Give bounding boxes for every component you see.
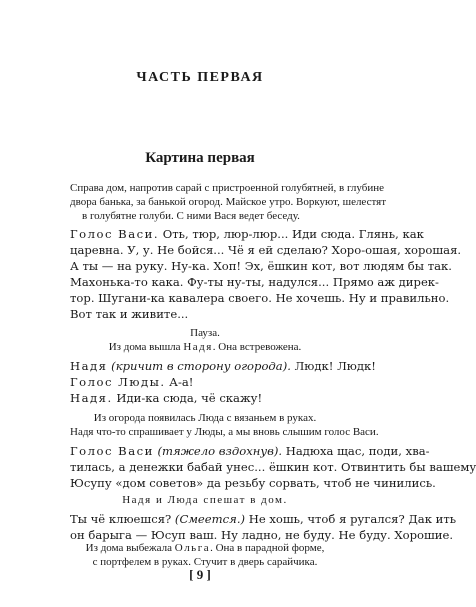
dialog-text: Ты чё клюешся? [70,512,172,526]
stage-line [70,340,340,354]
character-name: Ольга [174,542,211,554]
stage-direction-hurry [70,493,340,507]
dialog-line: он барыга — Юсуп ваш. Ну ладно, не буду. Не буду. Хорошие. [70,528,454,542]
speaker-name: Голос Васи [70,444,154,458]
remark: (тяжело вздохнув). [157,444,283,458]
intro-line: Справа дом, напротив сарай с пристроенной голубятней, в глубине [70,182,384,194]
dialog-text: А-а! [165,375,194,389]
dialog-line [70,226,424,242]
page-number: [ 9 ] [189,567,211,582]
stage-line: Надя и Люда спешат в дом. [122,494,288,506]
stage-line: Пауза. [190,327,220,339]
dialog-text: Людк! Людк! [290,359,376,373]
speaker-name: Голос Люды. [70,375,166,389]
stage-line: Из огорода появилась Люда с вязаньем в руках. [93,412,317,424]
dialog-text: Надюха щас, поди, хва- [282,444,430,458]
stage-text: Из дома выбежала [85,542,175,554]
dialog-line [70,443,430,459]
dialog-line: Махонька-то кака. Фу-ты ну-ты, надулся... Прямо аж дирек- [70,275,439,289]
vasya-monologue [70,226,462,322]
speaker-name: Голос Васи. [70,227,160,241]
character-name: Надя [183,341,213,353]
stage-direction-olga [70,541,340,569]
dialog-line: Юсупу «дом советов» да резьбу сорвать, чтоб не чинились. [70,476,436,490]
vasya-second-speech [70,443,476,491]
intro-line: двора банька, за банькой огород. Майское утро. Воркуют, шелестят [70,196,387,208]
stage-line [70,541,340,555]
dialog-line: А ты — на руку. Ну-ка. Хоп! Эх, ёшкин кот, вот людям бы так. [70,259,452,273]
dialog-line [70,358,376,374]
speaker-name: Надя [70,359,108,373]
dialog-line: царевна. У, у. Не бойся... Чё я ей сделаю? Хоро-ошая, хорошая. [70,243,462,257]
dialog-text: Не хошь, чтоб я ругался? Дак ить [245,512,457,526]
intro-line: в голубятне голуби. С ними Вася ведет беседу. [82,210,300,222]
remark: (кричит в сторону огорода). [111,359,291,373]
stage-text: Из дома вышла [108,341,184,353]
nadya-lyuda-dialog [70,358,376,406]
remark: (Смеется.) [174,512,246,526]
dialog-line [70,374,340,390]
dialog-text: Оть, тюр, люр-люр... Иди сюда. Глянь, как [159,227,424,241]
stage-direction-lyuda [70,411,379,439]
dialog-line: тор. Шугани-ка кавалера своего. Не хочешь. Ну и правильно. [70,291,450,305]
dialog-line: Вот так и живите... [70,307,189,321]
stage-direction-pause [70,326,340,354]
dialog-text: Иди-ка сюда, чё скажу! [112,391,263,405]
speaker-name: Надя. [70,391,113,405]
dialog-line [70,511,457,527]
scene-title: Картина первая [145,150,255,166]
intro-stage-direction [70,181,387,223]
stage-line: с портфелем в руках. Стучит в дверь сарайчика. [92,556,318,568]
vasya-last-speech [70,511,457,543]
stage-text: . Она встревожена. [212,341,302,353]
dialog-line [70,390,340,406]
dialog-line: тилась, а денежки бабай унес... ёшкин кот. Отвинтить бы вашему [70,460,476,474]
stage-line: Надя что-то спрашивает у Люды, а мы вновь слышим голос Васи. [70,426,379,438]
stage-text: . Она в парадной форме, [210,542,325,554]
part-title: ЧАСТЬ ПЕРВАЯ [136,70,264,85]
